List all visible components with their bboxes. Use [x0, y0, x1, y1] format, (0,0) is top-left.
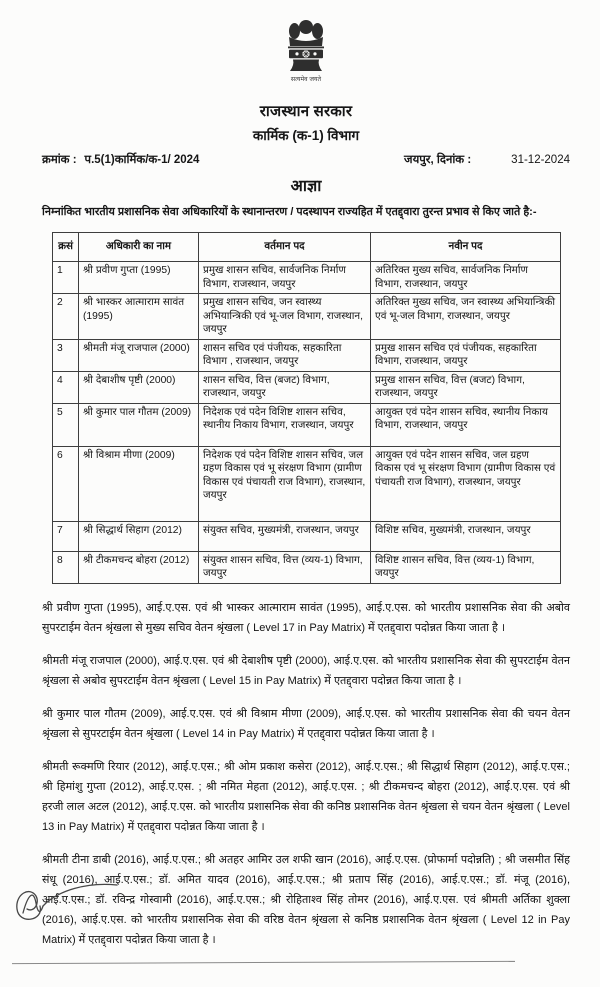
cell-new-post: आयुक्त एवं पदेन शासन सचिव, जल ग्रहण विकास एवं भू संरक्षण विभाग (ग्रामीण विकास एवं पंचायती राज विभाग), राजस्थान, जयपुर — [371, 446, 561, 521]
promotion-paragraph-level13: श्रीमती रूक्मणि रियार (2012), आई.ए.एस.; श्री ओम प्रकाश कसेरा (2012), आई.ए.एस.; श्री सिद्धार्थ सिहाग (2012), आई.ए.एस.; श्री हिमांशु गुप्ता (2012), आई.ए.एस. ; श्री नमित मेहता (2012), आई.ए.एस. ; श्री टीकमचन्द बोहरा (2012), आई.ए.एस. एवं श्री हरजी लाल अटल (2012), आई.ए.एस. को भारतीय प्रशासनिक सेवा की कनिष्ठ प्रशासनिक वेतन श्रृंखला से चयन वेतन श्रृंखला ( Level 13 in Pay Matrix) में एतद्द्वारा पदोन्नत किया जाता है । — [42, 760, 570, 833]
reference-row — [42, 152, 570, 167]
cell-new-post: प्रमुख शासन सचिव एवं पंजीयक, सहकारिता विभाग, राजस्थान, जयपुर — [371, 339, 561, 371]
cell-current-post: प्रमुख शासन सचिव, जन स्वास्थ्य अभियान्त्रिकी एवं भू-जल विभाग, राजस्थान, जयपुर — [199, 294, 371, 340]
cell-new-post: आयुक्त एवं पदेन शासन सचिव, स्थानीय निकाय विभाग, राजस्थान, जयपुर — [371, 403, 561, 446]
table-row — [53, 262, 561, 294]
col-header-officer-name: अधिकारी का नाम — [79, 233, 199, 262]
signature-scribble — [10, 876, 125, 928]
transfer-table — [52, 232, 561, 584]
cell-current-post: शासन सचिव, वित्त (बजट) विभाग, राजस्थान, जयपुर — [199, 371, 371, 403]
cell-serial: 7 — [53, 521, 79, 551]
place-date-block — [404, 152, 570, 167]
table-row — [53, 446, 561, 521]
cell-new-post: विशिष्ट शासन सचिव, वित्त (व्यय-1) विभाग, जयपुर — [371, 551, 561, 583]
emblem-motto: सत्यमेव जयते — [290, 76, 322, 83]
order-intro: निम्नांकित भारतीय प्रशासनिक सेवा अधिकारियों के स्थानान्तरण / पदस्थापन राज्यहित में एतद्द्वारा तुरन्त प्रभाव से किए जाते है:- — [42, 206, 537, 218]
col-header-current-post: वर्तमान पद — [199, 233, 371, 262]
cell-serial: 5 — [53, 403, 79, 446]
cell-serial: 8 — [53, 551, 79, 583]
government-title: राजस्थान सरकार — [259, 103, 353, 120]
table-row — [53, 371, 561, 403]
cell-officer-name: श्री भास्कर आत्माराम सावंत (1995) — [79, 294, 199, 340]
ashoka-emblem-icon — [276, 16, 336, 89]
cell-new-post: विशिष्ट सचिव, मुख्यमंत्री, राजस्थान, जयपुर — [371, 521, 561, 551]
cell-current-post: प्रमुख शासन सचिव, सार्वजनिक निर्माण विभाग, राजस्थान, जयपुर — [199, 262, 371, 294]
cell-officer-name: श्रीमती मंजू राजपाल (2000) — [79, 339, 199, 371]
ref-number-label: क्रमांक : — [42, 154, 77, 166]
cell-current-post: संयुक्त सचिव, मुख्यमंत्री, राजस्थान, जयपुर — [199, 521, 371, 551]
bottom-divider-line — [12, 961, 515, 964]
cell-officer-name: श्री कुमार पाल गौतम (2009) — [79, 403, 199, 446]
table-row — [53, 521, 561, 551]
cell-current-post: निदेशक एवं पदेन विशिष्ट शासन सचिव, स्थानीय निकाय विभाग, राजस्थान, जयपुर — [199, 403, 371, 446]
cell-current-post: संयुक्त शासन सचिव, वित्त (व्यय-1) विभाग, जयपुर — [199, 551, 371, 583]
cell-serial: 1 — [53, 262, 79, 294]
promotion-paragraph-level15: श्रीमती मंजू राजपाल (2000), आई.ए.एस. एवं श्री देबाशीष पृष्टी (2000), आई.ए.एस. को भारतीय प्रशासनिक सेवा की सुपरटाईम वेतन श्रृंखला से अबोव सुपरटाईम वेतन श्रृंखला ( Level 15 in Pay Matrix) में एतद्द्वारा पदोन्नत किया जाता है । — [42, 654, 570, 687]
cell-current-post: निदेशक एवं पदेन विशिष्ट शासन सचिव, जल ग्रहण विकास एवं भू संरक्षण विभाग (ग्रामीण विकास एवं पंचायती राज विभाग), राजस्थान, जयपुर — [199, 446, 371, 521]
cell-serial: 6 — [53, 446, 79, 521]
cell-serial: 3 — [53, 339, 79, 371]
order-title: आज्ञा — [290, 178, 322, 195]
table-header-row — [53, 233, 561, 262]
cell-current-post: शासन सचिव एवं पंजीयक, सहकारिता विभाग , राजस्थान, जयपुर — [199, 339, 371, 371]
promotion-paragraph-level17: श्री प्रवीण गुप्ता (1995), आई.ए.एस. एवं श्री भास्कर आत्माराम सावंत (1995), आई.ए.एस. को भारतीय प्रशासनिक सेवा की अबोव सुपरटाईम वेतन श्रृंखला से मुख्य सचिव वेतन श्रृंखला ( Level 17 in Pay Matrix) में एतद्द्वारा पदोन्नत किया जाता है । — [42, 601, 570, 634]
cell-officer-name: श्री प्रवीण गुप्ता (1995) — [79, 262, 199, 294]
cell-serial: 2 — [53, 294, 79, 340]
cell-new-post: प्रमुख शासन सचिव, वित्त (बजट) विभाग, राजस्थान, जयपुर — [371, 371, 561, 403]
table-row — [53, 294, 561, 340]
promotion-paragraph-level12: श्रीमती टीना डाबी (2016), आई.ए.एस.; श्री अतहर आमिर उल शफी खान (2016), आई.ए.एस. (प्रोफार्मा पदोन्नति) ; श्री जसमीत सिंह संधू (2016), आई.ए.एस.; डॉ. अमित यादव (2016), आई.ए.एस.; श्री प्रताप सिंह (2016), आई.ए.एस.; डॉ. मंजू (2016), आई.ए.एस.; डॉ. रविन्द्र गोस्वामी (2016), आई.ए.एस.; श्री रोहिताश्व सिंह तोमर (2016), आई.ए.एस. एवं श्रीमती अर्तिका शुक्ला (2016), आई.ए.एस. को भारतीय प्रशासनिक सेवा की वरिष्ठ वेतन श्रृंखला से कनिष्ठ प्रशासनिक वेतन श्रृंखला ( Level 12 in Pay Matrix) में एतद्द्वारा पदोन्नत किया जाता है । — [42, 853, 570, 946]
col-header-new-post: नवीन पद — [371, 233, 561, 262]
ref-number-value: प.5(1)कार्मिक/क-1/ 2024 — [84, 154, 200, 166]
cell-serial: 4 — [53, 371, 79, 403]
table-row — [53, 339, 561, 371]
cell-officer-name: श्री सिद्धार्थ सिहाग (2012) — [79, 521, 199, 551]
cell-officer-name: श्री टीकमचन्द बोहरा (2012) — [79, 551, 199, 583]
table-row — [53, 551, 561, 583]
table-row — [53, 403, 561, 446]
cell-officer-name: श्री विश्राम मीणा (2009) — [79, 446, 199, 521]
ref-number-block — [42, 152, 199, 167]
promotion-paragraph-level14: श्री कुमार पाल गौतम (2009), आई.ए.एस. एवं श्री विश्राम मीणा (2009), आई.ए.एस. को भारतीय प्रशासनिक सेवा की चयन वेतन श्रृंखला से सुपरटाईम वेतन श्रृंखला ( Level 14 in Pay Matrix) में एतद्द्वारा पदोन्नत किया जाता है । — [42, 707, 570, 740]
cell-officer-name: श्री देबाशीष पृष्टी (2000) — [79, 371, 199, 403]
department-title: कार्मिक (क-1) विभाग — [252, 128, 360, 143]
col-header-serial: क्रसं — [53, 233, 79, 262]
cell-new-post: अतिरिक्त मुख्य सचिव, सार्वजनिक निर्माण विभाग, राजस्थान, जयपुर — [371, 262, 561, 294]
cell-new-post: अतिरिक्त मुख्य सचिव, जन स्वास्थ्य अभियान्त्रिकी एवं भू-जल विभाग, राजस्थान, जयपुर — [371, 294, 561, 340]
date-value: 31-12-2024 — [511, 154, 570, 166]
place-date-label: जयपुर, दिनांक : — [404, 154, 472, 166]
